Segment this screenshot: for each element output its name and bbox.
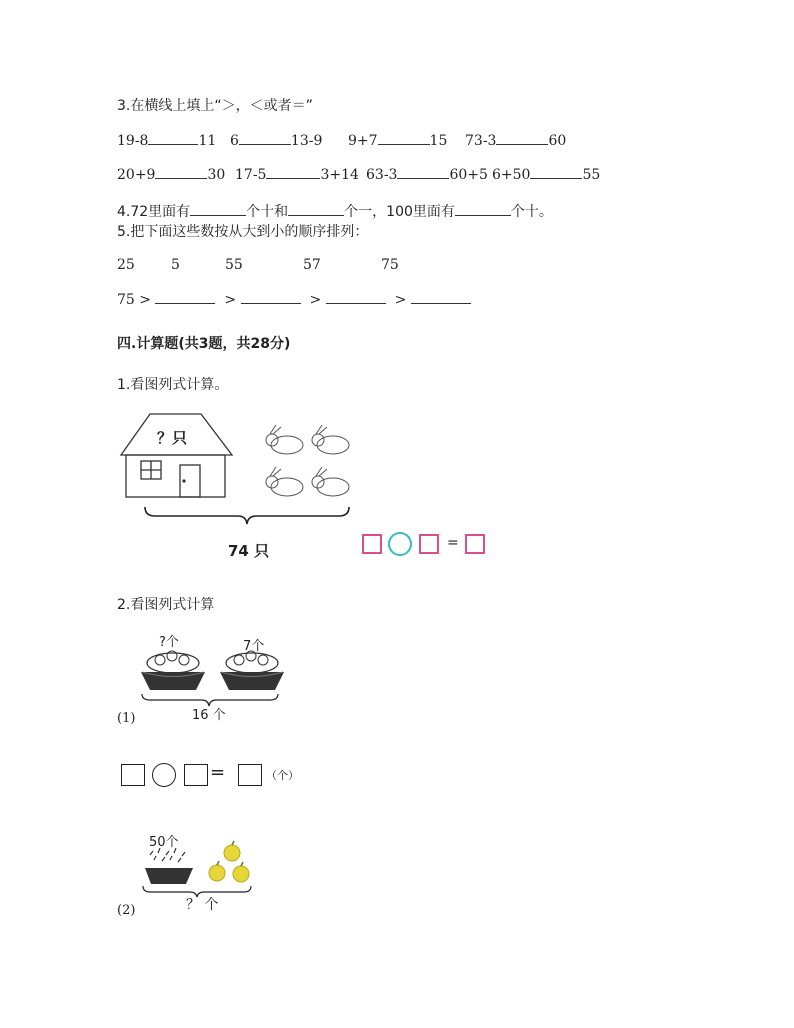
q3-row2-item3: 63-3 60+5 xyxy=(366,167,488,183)
q3-row1-item4: 73-3 60 xyxy=(465,133,567,149)
top-basket-label: 50个 xyxy=(149,835,179,850)
pear-icon xyxy=(209,841,249,882)
section-title: 四.计算题(共3题，共28分) xyxy=(117,336,291,352)
q3-row2-item1: 20+9 30 xyxy=(117,167,226,183)
q3-row1-item3: 9+7 15 xyxy=(348,133,448,149)
q5-number: 25 xyxy=(117,257,135,273)
unit-label: （个） xyxy=(266,769,299,782)
q4-line: 4.72里面有 个十和 个一，100里面有 个十。 xyxy=(117,204,553,220)
q5-ordering-line: 75 > > > > xyxy=(117,292,471,308)
q5-number: 57 xyxy=(303,257,321,273)
total-label: ？ 个 xyxy=(186,897,219,913)
q3-row2-item2: 17-5 3+14 xyxy=(235,167,359,183)
part-number: (1) xyxy=(117,711,136,726)
basket-icon xyxy=(145,848,193,884)
left-basket-label: ?个 xyxy=(159,635,179,650)
q3-row2-item4: 6+50 55 xyxy=(492,167,601,183)
equals-sign: = xyxy=(447,535,459,551)
right-basket-label: 7个 xyxy=(243,639,265,654)
q5-number: 55 xyxy=(225,257,243,273)
q5-title: 5.把下面这些数按从大到小的顺序排列： xyxy=(117,224,369,240)
q3-row1-item2: 6 13-9 xyxy=(230,133,323,149)
total-label: 16 个 xyxy=(192,708,226,723)
equals-sign: = xyxy=(210,762,226,783)
q3-row1-item1: 19-8 11 xyxy=(117,133,217,149)
calc2-title: 2.看图列式计算 xyxy=(117,597,215,613)
house-question-label: ？只 xyxy=(157,429,188,447)
q5-number: 75 xyxy=(381,257,399,273)
part-number: (2) xyxy=(117,903,136,918)
q3-title: 3.在横线上填上“＞，＜或者＝” xyxy=(117,98,313,114)
total-label: 74 只 xyxy=(228,542,270,560)
q5-number: 5 xyxy=(171,257,180,273)
calc1-title: 1.看图列式计算。 xyxy=(117,377,229,393)
